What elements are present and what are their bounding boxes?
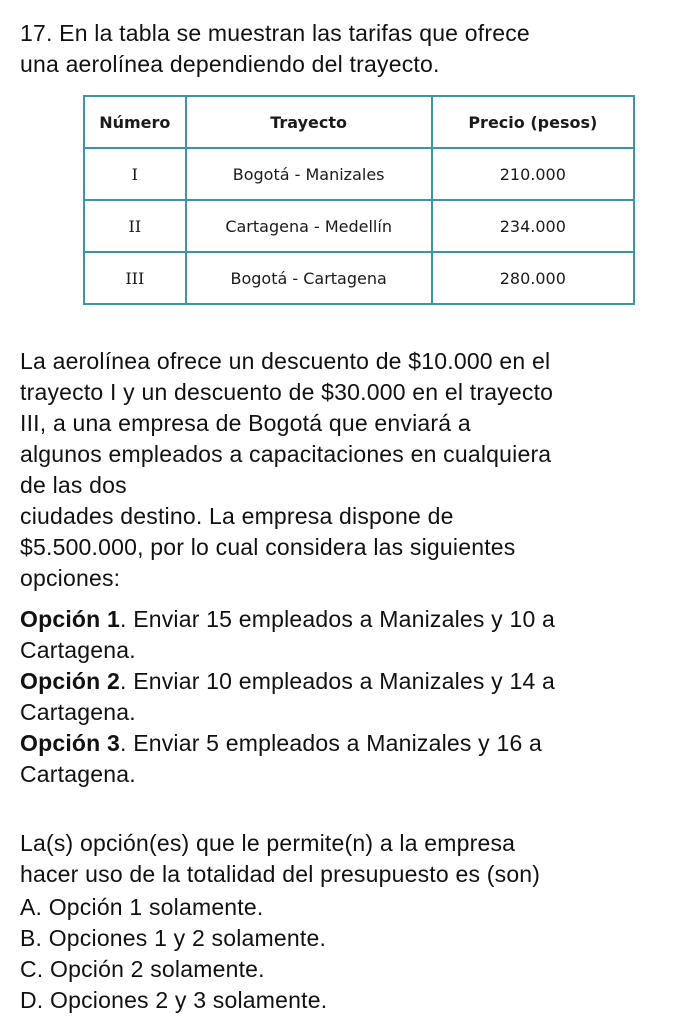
option-text-cont: Cartagena. (20, 637, 136, 663)
option-text: . Enviar 5 empleados a Manizales y 16 a (120, 730, 543, 756)
question-prompt (20, 828, 665, 890)
header-numero: Número (84, 96, 186, 148)
table-row (84, 148, 634, 200)
cell-numero: II (84, 200, 186, 252)
cell-numero: III (84, 252, 186, 304)
context-line: algunos empleados a capacitaciones en cualquiera (20, 441, 552, 467)
cell-trayecto: Bogotá - Manizales (186, 148, 432, 200)
context-line: de las dos (20, 472, 127, 498)
cell-precio: 210.000 (432, 148, 634, 200)
cell-precio: 234.000 (432, 200, 634, 252)
option-text-cont: Cartagena. (20, 699, 136, 725)
context-line: trayecto I y un descuento de $30.000 en el trayecto (20, 379, 554, 405)
table-row (84, 200, 634, 252)
option-label: Opción 2 (20, 668, 121, 694)
cell-trayecto: Cartagena - Medellín (186, 200, 432, 252)
cell-numero: I (84, 148, 186, 200)
context-line: ciudades destino. La empresa dispone de (20, 503, 454, 529)
table-row (84, 252, 634, 304)
choice-a[interactable]: A. Opción 1 solamente. (20, 894, 264, 920)
header-precio: Precio (pesos) (432, 96, 634, 148)
context-paragraph (20, 346, 665, 594)
context-line: $5.500.000, por lo cual considera las siguientes (20, 534, 516, 560)
prompt-line: La(s) opción(es) que le permite(n) a la empresa (20, 830, 516, 856)
choice-c[interactable]: C. Opción 2 solamente. (20, 956, 265, 982)
option-3 (20, 728, 665, 759)
option-1 (20, 604, 665, 635)
cell-precio: 280.000 (432, 252, 634, 304)
option-label: Opción 1 (20, 606, 121, 632)
question-title-line: 17. En la tabla se muestran las tarifas que ofrece (20, 20, 530, 46)
context-line: opciones: (20, 565, 121, 591)
option-text: . Enviar 15 empleados a Manizales y 10 a (120, 606, 556, 632)
answer-choices (20, 892, 665, 1016)
question-title-line: una aerolínea dependiendo del trayecto. (20, 51, 440, 77)
option-label: Opción 3 (20, 730, 121, 756)
header-trayecto: Trayecto (186, 96, 432, 148)
option-2 (20, 666, 665, 697)
options-list (20, 604, 665, 790)
fares-table (83, 95, 635, 305)
question-title (20, 18, 665, 80)
table-header-row (84, 96, 634, 148)
choice-b[interactable]: B. Opciones 1 y 2 solamente. (20, 925, 327, 951)
prompt-line: hacer uso de la totalidad del presupuesto es (son) (20, 861, 541, 887)
context-line: III, a una empresa de Bogotá que enviará a (20, 410, 471, 436)
option-text: . Enviar 10 empleados a Manizales y 14 a (120, 668, 556, 694)
cell-trayecto: Bogotá - Cartagena (186, 252, 432, 304)
choice-d[interactable]: D. Opciones 2 y 3 solamente. (20, 987, 328, 1013)
context-line: La aerolínea ofrece un descuento de $10.000 en el (20, 348, 551, 374)
option-text-cont: Cartagena. (20, 761, 136, 787)
